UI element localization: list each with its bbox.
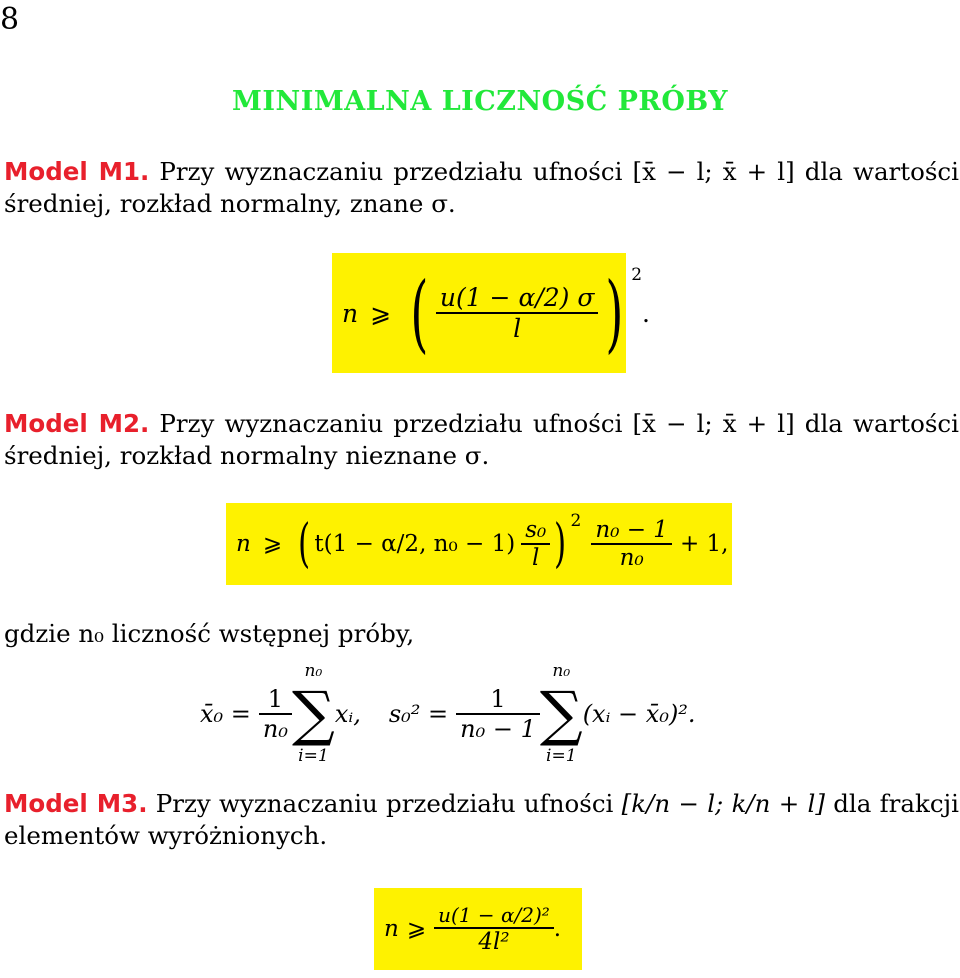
variance-numerator: 1 xyxy=(456,685,540,715)
sum-upper: n₀ xyxy=(304,661,323,682)
formula-power: 2 xyxy=(631,265,643,285)
formula-power: 2 xyxy=(570,511,582,531)
fraction-numerator: u(1 − α/2) σ xyxy=(436,283,599,314)
model3-paragraph xyxy=(4,788,959,852)
s-numerator: s₀ xyxy=(521,517,550,545)
mean-fraction xyxy=(259,685,292,743)
fraction-denominator: 4l² xyxy=(478,929,510,955)
page-number: 8 xyxy=(0,2,20,37)
fraction xyxy=(436,283,599,343)
model2-label: Model M2. xyxy=(4,409,150,438)
sigma-symbol: ∑ xyxy=(539,679,583,749)
model3-interval: [k/n − l; k/n + l] xyxy=(621,789,825,818)
fraction-denominator: l xyxy=(513,314,522,343)
sum-lower: i=1 xyxy=(298,746,329,766)
model1-text: Przy wyznaczaniu przedziału ufności [x̄ − l; x̄ + l] dla wartości średniej, rozkład normalny, znane σ. xyxy=(4,157,959,218)
n-numerator: n₀ − 1 xyxy=(591,517,672,545)
variance-lhs: s₀² = xyxy=(388,700,449,728)
fraction xyxy=(434,903,554,955)
section-title: MINIMALNA LICZNOŚĆ PRÓBY xyxy=(232,86,728,117)
left-paren: ( xyxy=(298,514,311,574)
model1-label: Model M1. xyxy=(4,157,150,186)
formula-relation: ⩾ xyxy=(262,531,283,557)
sigma-symbol: ∑ xyxy=(291,679,335,749)
s-denominator: l xyxy=(532,545,540,571)
sum-lower: i=1 xyxy=(546,746,577,766)
sample-stats-formula xyxy=(200,661,696,766)
formula-tail: . xyxy=(642,298,650,328)
model2-text: Przy wyznaczaniu przedziału ufności [x̄ − l; x̄ + l] dla wartości średniej, rozkład normalny nieznane σ. xyxy=(4,409,959,470)
model3-text-before: Przy wyznaczaniu przedziału ufności xyxy=(147,789,622,818)
model3-formula xyxy=(374,888,582,970)
formula-lhs: n xyxy=(236,531,251,557)
right-paren: ) xyxy=(554,514,567,574)
formula-tail: . xyxy=(553,916,562,942)
variance-denominator: n₀ − 1 xyxy=(460,715,536,743)
right-paren: ) xyxy=(605,264,624,362)
formula-tail: + 1, xyxy=(679,531,729,557)
model1-paragraph xyxy=(4,156,959,220)
model2-formula xyxy=(226,503,732,585)
sum-upper: n₀ xyxy=(552,661,571,682)
mean-sum xyxy=(292,662,335,765)
mean-numerator: 1 xyxy=(259,685,292,715)
n-fraction xyxy=(591,517,672,571)
fraction-numerator: u(1 − α/2)² xyxy=(434,903,554,929)
formula-lhs: n xyxy=(342,298,359,328)
n-denominator: n₀ xyxy=(619,545,644,571)
variance-sum xyxy=(540,662,583,765)
variance-term: (xᵢ − x̄₀)². xyxy=(582,700,696,728)
formula-lhs: n xyxy=(384,916,399,942)
t-quantile: t(1 − α/2, n₀ − 1) xyxy=(314,531,516,557)
model2-paragraph xyxy=(4,408,959,472)
model3-formula-box xyxy=(374,888,582,970)
model3-text-after: dla frakcji elementów wyróżnionych. xyxy=(4,789,959,850)
s-fraction xyxy=(521,517,550,571)
model3-label: Model M3. xyxy=(4,789,148,818)
model2-formula-box xyxy=(226,503,732,585)
formula-relation: ⩾ xyxy=(370,298,392,328)
model1-formula-box xyxy=(332,253,650,373)
mean-lhs: x̄₀ = xyxy=(200,700,251,728)
model1-formula xyxy=(332,253,650,373)
left-paren: ( xyxy=(410,264,429,362)
where-note: gdzie n₀ liczność wstępnej próby, xyxy=(4,619,415,648)
formula-relation: ⩾ xyxy=(406,916,427,942)
mean-denominator: n₀ xyxy=(262,715,288,743)
mean-term: xᵢ, xyxy=(334,700,361,728)
variance-fraction xyxy=(456,685,540,743)
